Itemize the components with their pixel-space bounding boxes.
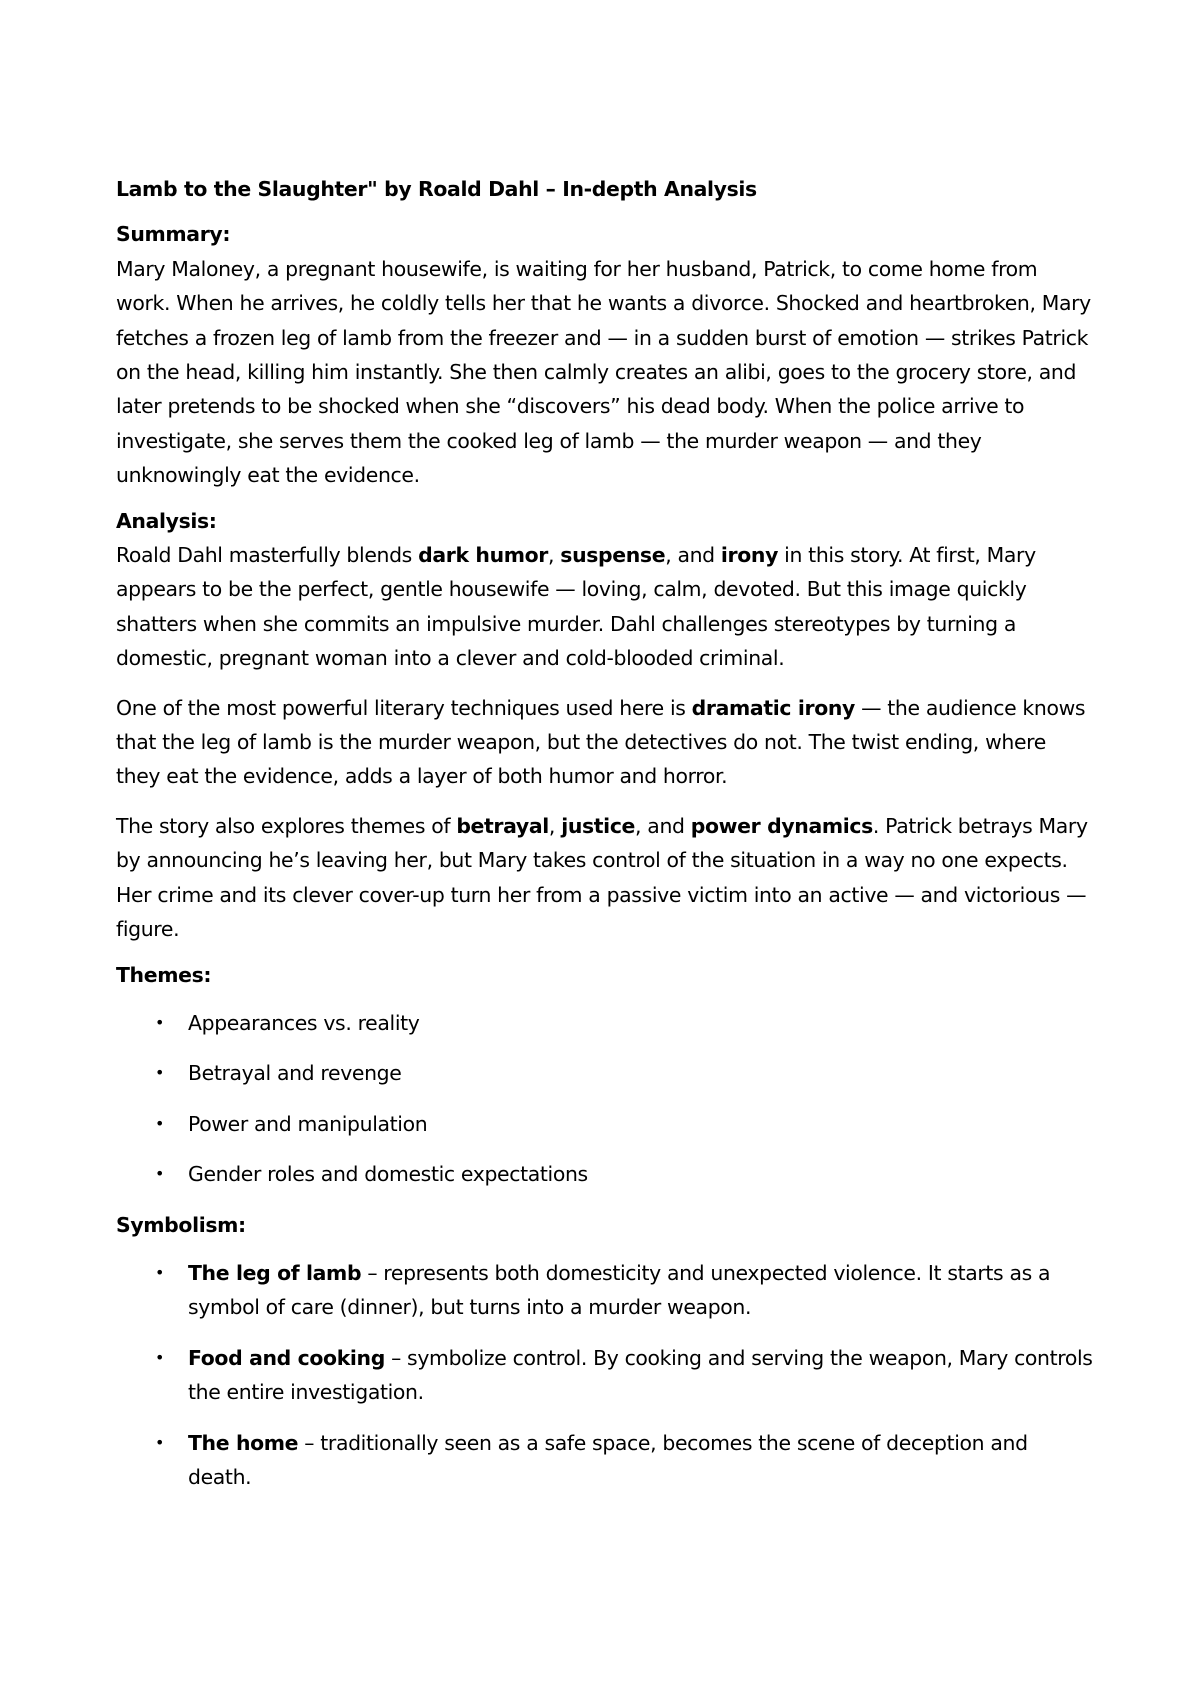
text-run: ,	[548, 813, 562, 838]
bullet-icon: •	[155, 1347, 165, 1367]
themes-heading: Themes:	[116, 962, 212, 987]
bold-term: dramatic irony	[691, 695, 855, 720]
bullet-icon: •	[155, 1164, 165, 1184]
theme-text: Betrayal and revenge	[188, 1061, 402, 1086]
text-run: One of the most powerful literary techniques used here is	[116, 695, 692, 720]
bold-term: irony	[720, 543, 779, 568]
symbol-description: – traditionally seen as a safe space, becomes the scene of deception and death.	[188, 1430, 1028, 1489]
list-item	[116, 1107, 1096, 1141]
bullet-icon: •	[155, 1262, 165, 1282]
analysis-paragraph-3	[116, 809, 1096, 947]
list-item	[116, 1157, 1096, 1191]
symbol-description: – represents both domesticity and unexpected violence. It starts as a symbol of care (dinner), but turns into a murder weapon.	[188, 1260, 1051, 1320]
list-item	[116, 1341, 1096, 1410]
bullet-icon: •	[155, 1012, 165, 1032]
bullet-icon: •	[155, 1432, 165, 1452]
summary-paragraph: Mary Maloney, a pregnant housewife, is waiting for her husband, Patrick, to come home from work. When he arrives, he coldly tells her that he wants a divorce. Shocked and heartbroken, Mary fetches a frozen leg of lamb from the freezer and — in a sudden burst of emotion — strikes Patrick on the head, killing him instantly. She then calmly creates an alibi, goes to the grocery store, and later pretends to be shocked when she “discovers” his dead body. When the police arrive to investigate, she serves them the cooked leg of lamb — the murder weapon — and they unknowingly eat the evidence.	[116, 256, 1091, 488]
symbol-term: Food and cooking	[188, 1345, 385, 1370]
bold-term: justice	[561, 813, 636, 838]
document-title: Lamb to the Slaughter" by Roald Dahl – In-depth Analysis	[116, 177, 757, 201]
summary-heading: Summary:	[116, 222, 231, 247]
symbol-term: The home	[188, 1430, 299, 1455]
text-run: , and	[665, 543, 721, 568]
bold-term: suspense	[560, 543, 666, 568]
text-run: ,	[548, 543, 561, 568]
symbolism-list	[116, 1256, 1096, 1494]
bullet-icon: •	[155, 1063, 165, 1083]
document-body	[116, 172, 1096, 1510]
text-run: Roald Dahl masterfully blends	[116, 543, 419, 568]
analysis-paragraph-2	[116, 691, 1096, 794]
symbol-description: – symbolize control. By cooking and serving the weapon, Mary controls the entire investigation.	[188, 1345, 1093, 1405]
list-item	[116, 1056, 1096, 1090]
analysis-heading: Analysis:	[116, 508, 217, 533]
theme-text: Appearances vs. reality	[188, 1010, 420, 1035]
list-item	[116, 1006, 1096, 1040]
analysis-paragraph-1	[116, 538, 1096, 676]
bold-term: betrayal	[456, 813, 549, 838]
text-run: — the audience knows that the leg of lamb is the murder weapon, but the detectives do not. The twist ending, where they eat the evidence, adds a layer of both humor and horror.	[116, 695, 1086, 789]
theme-text: Power and manipulation	[188, 1111, 428, 1136]
text-run: . Patrick betrays Mary by announcing he’s leaving her, but Mary takes control of the situation in a way no one expects. Her crime and its clever cover-up turn her from a passive victim into an active — and victorious — figure.	[116, 813, 1088, 942]
text-run: , and	[635, 813, 691, 838]
symbolism-heading: Symbolism:	[116, 1212, 246, 1237]
themes-list	[116, 1006, 1096, 1192]
text-run: The story also explores themes of	[116, 813, 457, 838]
bold-term: power dynamics	[690, 813, 873, 838]
list-item	[116, 1426, 1096, 1495]
bold-term: dark humor	[418, 543, 549, 568]
theme-text: Gender roles and domestic expectations	[188, 1162, 588, 1187]
bullet-icon: •	[155, 1113, 165, 1133]
symbol-term: The leg of lamb	[188, 1260, 362, 1285]
text-run: in this story. At first, Mary appears to be the perfect, gentle housewife — loving, calm, devoted. But this image quickly shatters when she commits an impulsive murder. Dahl challenges stereotypes by turning a domestic, pregnant woman into a clever and cold-blooded criminal.	[116, 543, 1036, 671]
list-item	[116, 1256, 1096, 1325]
